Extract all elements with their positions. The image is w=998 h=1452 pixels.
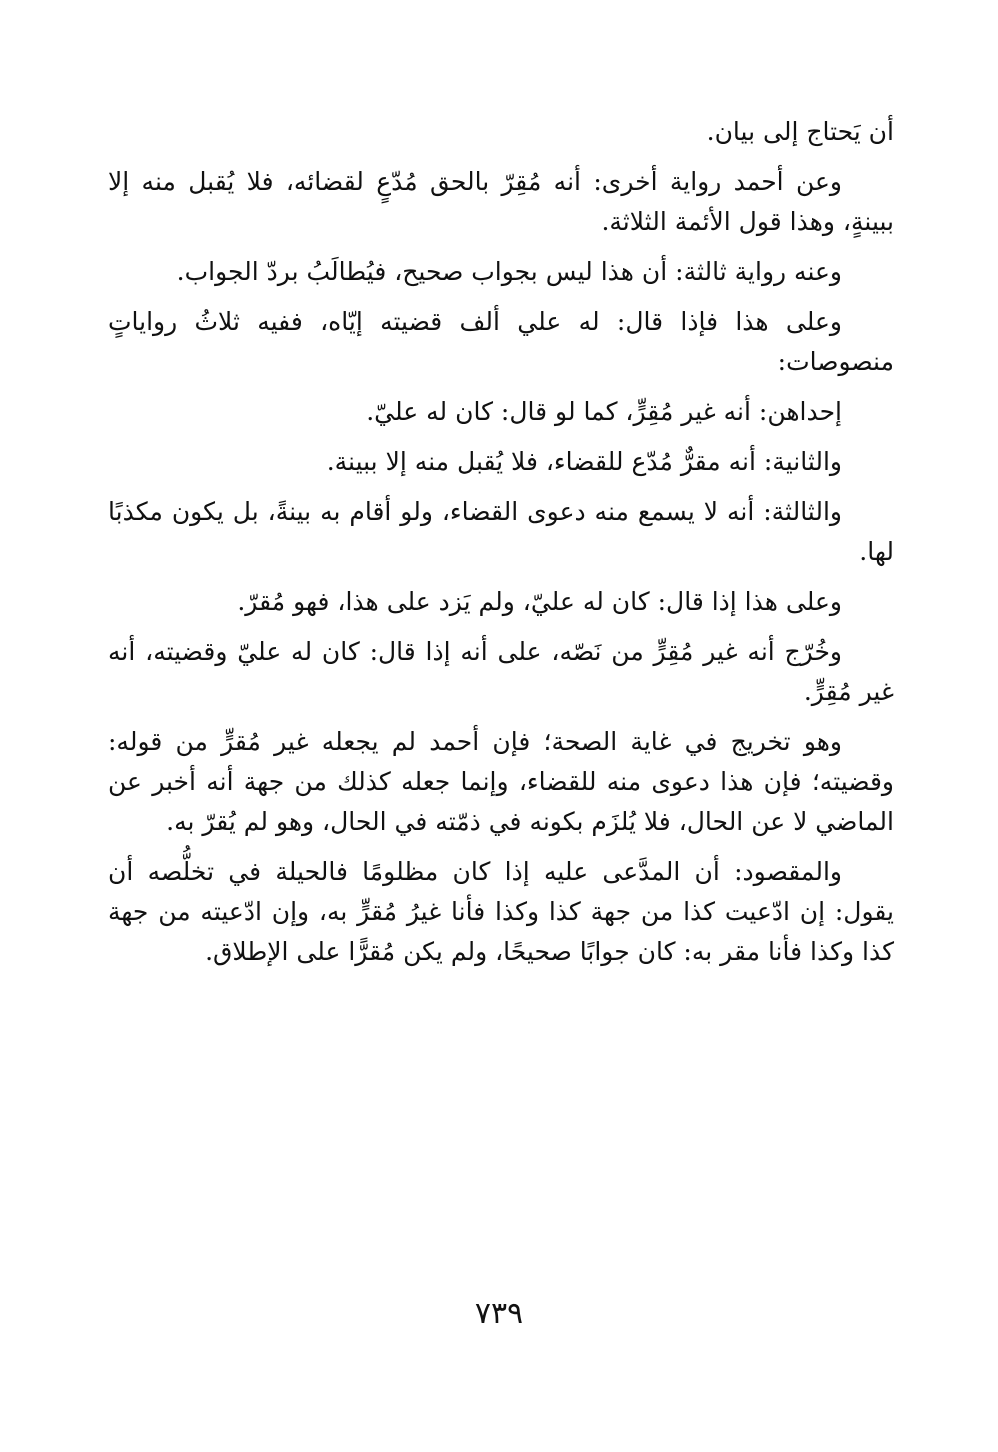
body-text — [108, 112, 894, 982]
paragraph-continuation: أن يَحتاج إلى بيان. — [706, 117, 894, 146]
paragraph: وعنه رواية ثالثة: أن هذا ليس بجواب صحيح، فيُطالَبُ بردّ الجواب. — [176, 257, 842, 286]
paragraph: وعلى هذا فإذا قال: له علي ألف قضيته إيّاه، ففيه ثلاثُ رواياتٍ منصوصات: — [108, 307, 894, 376]
paragraph: وخُرّج أنه غير مُقِرٍّ من نَصّه، على أنه إذا قال: كان له عليّ وقضيته، أنه غير مُقِرٍّ. — [108, 637, 894, 706]
paragraph: وهو تخريج في غاية الصحة؛ فإن أحمد لم يجعله غير مُقرٍّ من قوله: وقضيته؛ فإن هذا دعوى منه للقضاء، وإنما جعله كذلك من جهة أنه أخبر عن الماضي لا عن الحال، فلا يُلزَم بكونه في ذمّته في الحال، وهو لم يُقرّ به. — [108, 727, 894, 836]
page-number: ٧٣٩ — [474, 1296, 524, 1331]
paragraph: وعن أحمد رواية أخرى: أنه مُقِرّ بالحق مُدّعٍ لقضائه، فلا يُقبل منه إلا ببينةٍ، وهذا قول الأئمة الثلاثة. — [108, 167, 894, 236]
paragraph: والثالثة: أنه لا يسمع منه دعوى القضاء، ولو أقام به بينةً، بل يكون مكذبًا لها. — [108, 497, 894, 566]
paragraph: والمقصود: أن المدَّعى عليه إذا كان مظلومًا فالحيلة في تخلُّصه أن يقول: إن ادّعيت كذا من جهة كذا وكذا فأنا غيرُ مُقرٍّ به، وإن ادّعيته من جهة كذا وكذا فأنا مقر به: كان جوابًا صحيحًا، ولم يكن مُقرًّا على الإطلاق. — [108, 857, 894, 966]
paragraph: إحداهن: أنه غير مُقِرٍّ، كما لو قال: كان له عليّ. — [366, 397, 842, 426]
paragraph: والثانية: أنه مقرٌّ مُدّع للقضاء، فلا يُقبل منه إلا ببينة. — [326, 447, 842, 476]
paragraph: وعلى هذا إذا قال: كان له عليّ، ولم يَزد على هذا، فهو مُقرّ. — [237, 587, 842, 616]
